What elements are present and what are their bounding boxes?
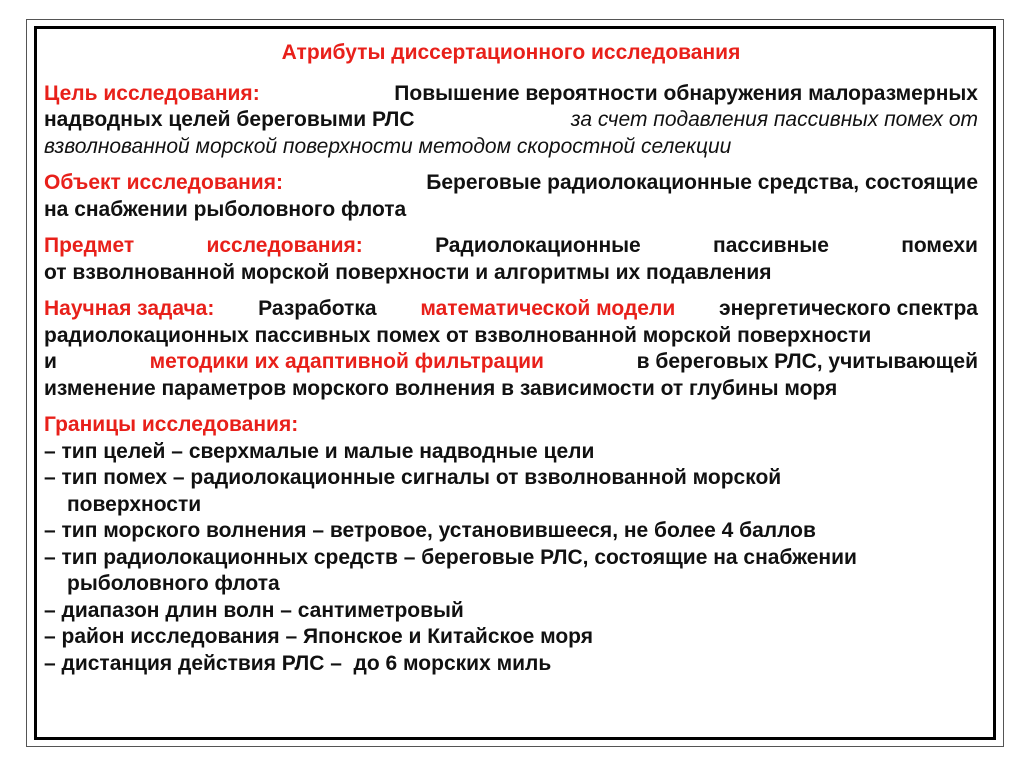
task-line2	[44, 323, 978, 350]
task-t1: Разработка	[258, 297, 377, 320]
bounds-item: – тип морского волнения – ветровое, установившееся, не более 4 баллов	[44, 519, 816, 542]
goal-line1: Повышение вероятности обнаружения малоразмерных	[394, 81, 978, 105]
subject-word1: Радиолокационные	[435, 234, 641, 257]
slide-content	[44, 40, 978, 677]
subject-block	[44, 233, 978, 286]
task-line2-text: радиолокационных пассивных помех от взволнованной морской поверхности	[44, 323, 872, 347]
task-line4: изменение параметров морского волнения в зависимости от глубины моря	[44, 376, 838, 400]
task-t2: энергетического спектра	[719, 297, 978, 320]
bounds-item: – тип целей – сверхмалые и малые надводные цели	[44, 439, 595, 463]
bounds-block	[44, 412, 978, 677]
bounds-item: поверхности	[67, 492, 202, 516]
subject-word2: пассивные	[713, 234, 829, 257]
task-highlight-method: методики их адаптивной фильтрации	[149, 350, 544, 373]
bounds-item: – тип помех – радиолокационные сигналы от взволнованной морской	[44, 466, 782, 489]
bounds-item: – дистанция действия РЛС – до 6 морских миль	[44, 651, 552, 675]
object-label: Объект исследования:	[44, 171, 283, 194]
bounds-item: – тип радиолокационных средств – береговые РЛС, состоящие на снабжении	[44, 545, 857, 569]
goal-line2-italic: за счет подавления пассивных помех от	[570, 108, 978, 131]
slide-title: Атрибуты диссертационного исследования	[281, 41, 741, 64]
bounds-label: Границы исследования:	[44, 413, 299, 436]
goal-label: Цель исследования:	[44, 81, 260, 105]
task-highlight-model: математической модели	[420, 297, 676, 320]
subject-label-w1: Предмет	[44, 234, 135, 257]
object-block	[44, 170, 978, 223]
subject-word3: помехи	[901, 234, 978, 257]
subject-label-w2: исследования:	[206, 234, 363, 257]
subject-line2: от взволнованной морской поверхности и алгоритмы их подавления	[44, 260, 772, 284]
bounds-item: рыболовного флота	[67, 572, 280, 595]
task-t3: и	[44, 350, 57, 373]
bounds-item: – диапазон длин волн – сантиметровый	[44, 598, 464, 622]
object-text1: Береговые радиолокационные средства, состоящие	[426, 171, 978, 194]
goal-line3: взволнованной морской поверхности методом скоростной селекции	[44, 134, 732, 158]
task-label: Научная задача:	[44, 297, 215, 320]
goal-line2-bold: надводных целей береговыми РЛС	[44, 108, 415, 131]
goal-block	[44, 81, 978, 161]
task-block	[44, 296, 978, 402]
object-text2: на снабжении рыболовного флота	[44, 197, 407, 221]
bounds-item: – район исследования – Японское и Китайское моря	[44, 625, 593, 648]
task-t4: в береговых РЛС, учитывающей	[636, 350, 978, 373]
